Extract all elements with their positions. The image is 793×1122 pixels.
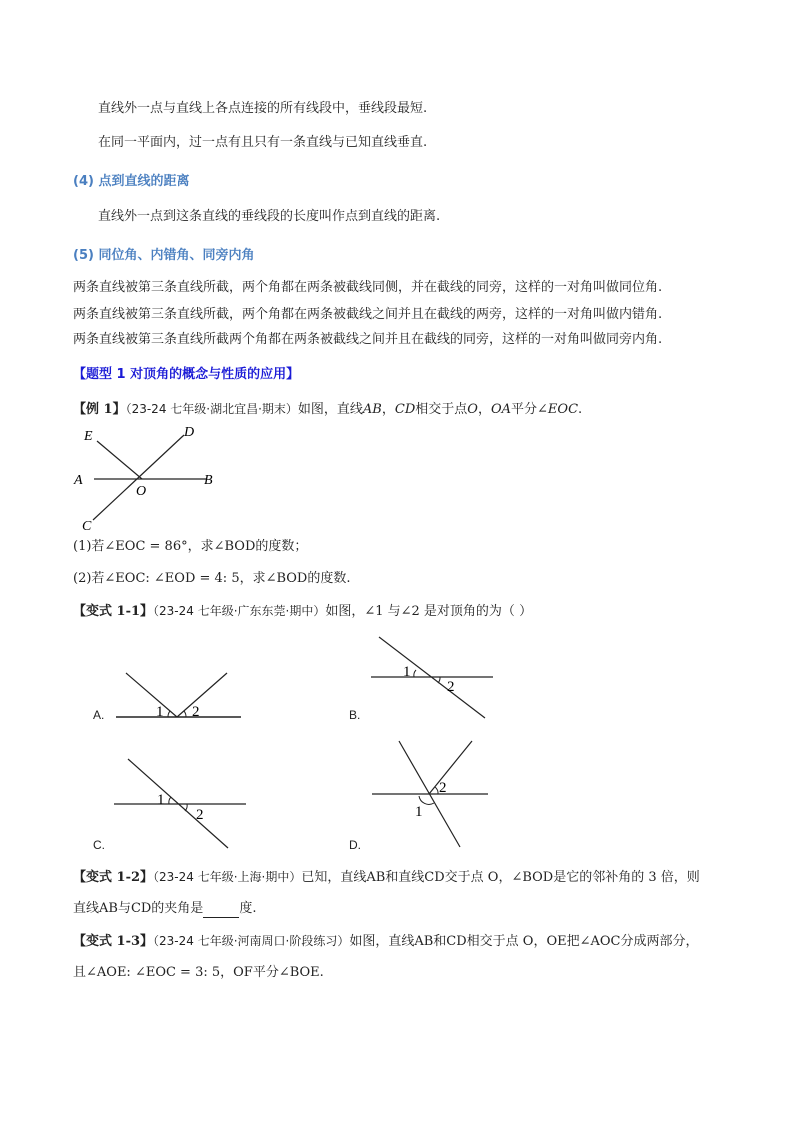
angle-1-arc	[169, 797, 171, 804]
section-4-text: 直线外一点到这条直线的垂线段的长度叫作点到直线的距离.	[98, 209, 441, 224]
option-d-figure[interactable]	[365, 735, 500, 855]
label-e: E	[84, 429, 93, 444]
example-1-text-2: 相交于点	[415, 402, 468, 417]
answer-blank[interactable]	[203, 903, 239, 918]
example-1-figure	[70, 422, 230, 534]
property-unique-perpendicular: 在同一平面内，过一点有且只有一条直线与已知直线垂直.	[98, 135, 428, 150]
option-b-label[interactable]: B.	[349, 708, 361, 722]
label-a: A	[74, 473, 83, 488]
example-1-question-2: (2)若∠EOC: ∠EOD = 4: 5，求∠BOD的度数.	[73, 571, 351, 586]
variant-1-3-source: （23-24 七年级·河南周口·阶段练习）	[153, 934, 350, 948]
angle-2-label: 2	[447, 679, 455, 695]
section-5-heading: (5) 同位角、内错角、同旁内角	[73, 248, 255, 263]
example-1-stem	[73, 400, 582, 419]
angle-2-label: 2	[192, 704, 200, 720]
label-d: D	[184, 425, 195, 440]
angle-eoc: ∠EOC	[537, 402, 579, 417]
section-4-heading: (4) 点到直线的距离	[73, 174, 190, 189]
variant-1-3-tag: 【变式 1-3】	[73, 934, 154, 949]
ray-oe	[97, 441, 142, 479]
line-cd-segment	[93, 435, 184, 520]
right-ray	[177, 673, 227, 717]
variant-1-1-stem	[73, 602, 532, 621]
example-1-text-3: 平分	[511, 402, 538, 417]
point-o: O	[467, 402, 478, 417]
label-o: O	[136, 484, 147, 499]
option-d-label[interactable]: D.	[349, 838, 361, 852]
line-ab: AB	[362, 402, 382, 417]
definition-same-side-interior-angles: 两条直线被第三条直线所截两个角都在两条被截线之间并且在截线的同旁，这样的一对角叫做同旁内角.	[73, 332, 663, 347]
variant-1-1-text: 如图，∠1 与∠2 是对顶角的为（ ）	[325, 604, 533, 619]
property-shortest-perpendicular: 直线外一点与直线上各点连接的所有线段中，垂线段最短.	[98, 101, 428, 116]
option-c-figure[interactable]	[110, 752, 250, 852]
comma: ，	[381, 402, 395, 417]
option-c-label[interactable]: C.	[93, 838, 105, 852]
angle-2-label: 2	[196, 807, 204, 823]
example-1-text: 如图，直线	[297, 402, 363, 417]
option-b-figure[interactable]	[365, 632, 500, 722]
variant-1-2-text-3: 度.	[239, 901, 257, 916]
period: .	[578, 402, 583, 417]
line-cd: CD	[394, 402, 416, 417]
angle-1-label: 1	[157, 792, 165, 808]
variant-1-3-line-2: 且∠AOE: ∠EOC = 3: 5，OF平分∠BOE.	[73, 965, 324, 980]
label-b: B	[204, 473, 213, 488]
variant-1-3-stem	[73, 932, 698, 951]
variant-1-3-text: 如图，直线AB和CD相交于点 O，OE把∠AOC分成两部分，	[349, 934, 699, 949]
example-1-question-1: (1)若∠EOC = 86°，求∠BOD的度数；	[73, 539, 308, 554]
variant-1-2-text-2: 直线AB与CD的夹角是	[73, 901, 204, 916]
variant-1-1-tag: 【变式 1-1】	[73, 604, 154, 619]
example-1-source: （23-24 七年级·湖北宜昌·期末）	[125, 402, 298, 416]
label-c: C	[82, 519, 92, 534]
angle-1-arc	[414, 670, 416, 677]
angle-2-arc	[435, 787, 438, 794]
option-a-label[interactable]: A.	[93, 708, 105, 722]
angle-2-label: 2	[439, 780, 447, 796]
variant-1-2-tag: 【变式 1-2】	[73, 870, 154, 885]
example-1-tag: 【例 1】	[73, 402, 126, 417]
variant-1-2-source: （23-24 七年级·上海·期中）	[153, 870, 302, 884]
variant-1-2-line-2	[73, 900, 256, 918]
angle-1-label: 1	[403, 664, 411, 680]
ray	[429, 741, 472, 794]
angle-1-arc	[168, 711, 170, 717]
angle-2-arc	[185, 804, 187, 811]
angle-1-label: 1	[415, 804, 423, 820]
topic-1-heading: 【题型 1 对顶角的概念与性质的应用】	[73, 367, 300, 382]
option-a-figure[interactable]	[110, 665, 250, 725]
angle-1-label: 1	[156, 704, 164, 720]
comma-2: ，	[477, 402, 491, 417]
definition-alternate-interior-angles: 两条直线被第三条直线所截，两个角都在两条被截线之间并且在截线的两旁，这样的一对角叫做内错角.	[73, 307, 663, 322]
definition-corresponding-angles: 两条直线被第三条直线所截，两个角都在两条被截线同侧，并在截线的同旁，这样的一对角叫做同位角.	[73, 280, 663, 295]
variant-1-1-source: （23-24 七年级·广东东莞·期中）	[153, 604, 326, 618]
ray-oa: OA	[490, 402, 512, 417]
variant-1-2-text: 已知，直线AB和直线CD交于点 O，∠BOD是它的邻补角的 3 倍，则	[301, 870, 700, 885]
angle-2-arc	[438, 677, 440, 683]
variant-1-2-stem	[73, 868, 700, 887]
left-ray	[126, 673, 177, 717]
angle-2-arc	[184, 711, 186, 717]
